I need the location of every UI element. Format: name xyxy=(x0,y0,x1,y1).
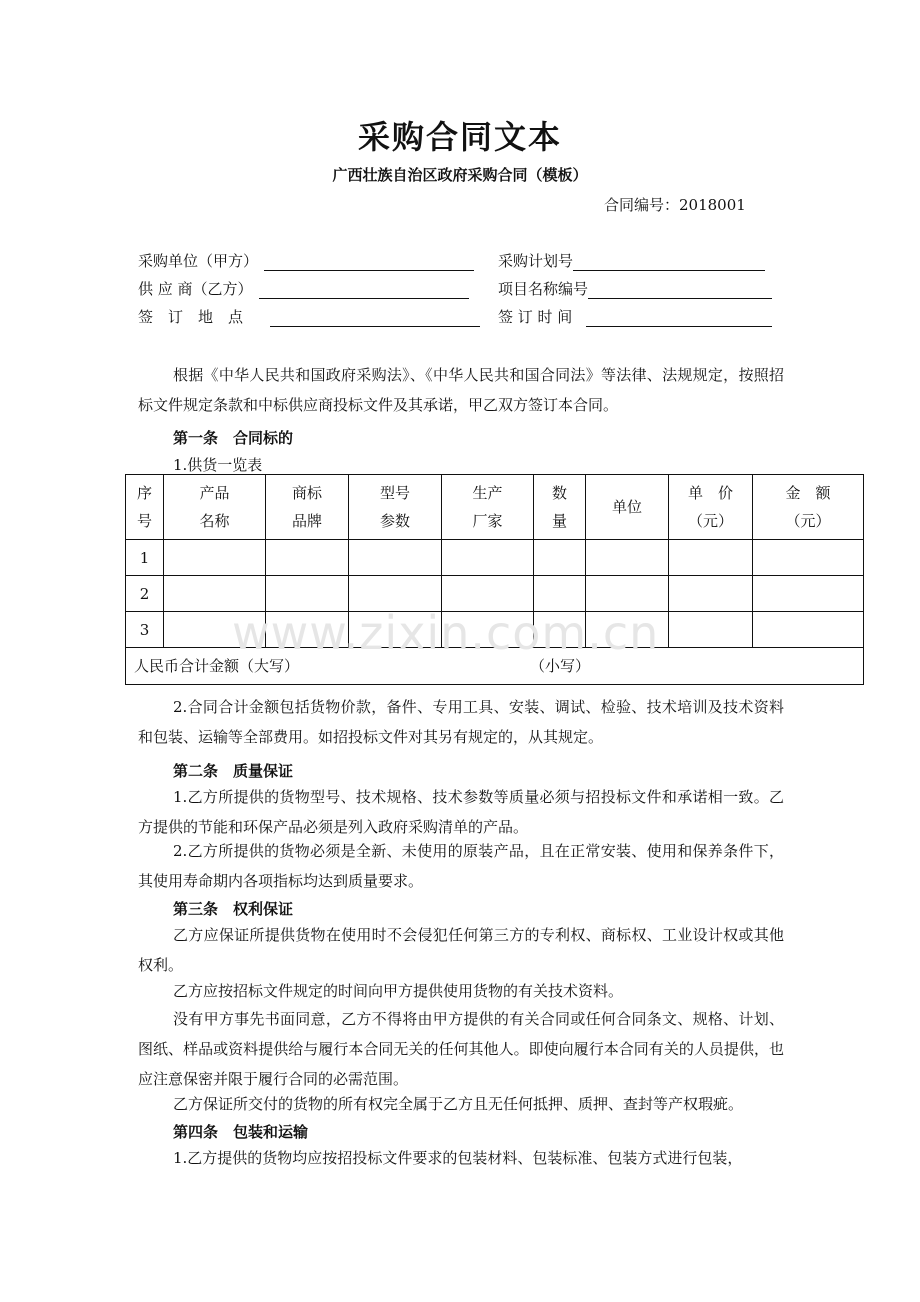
article1-item2: 2.合同合计金额包括货物价款，备件、专用工具、安装、调试、检验、技术培训及技术资料和包装、运输等全部费用。如招投标文件对其另有规定的，从其规定。 xyxy=(138,698,784,746)
article3-p3: 没有甲方事先书面同意，乙方不得将由甲方提供的有关合同或任何合同条文、规格、计划、图纸、样品或资料提供给与履行本合同无关的任何其他人。即使向履行本合同有关的人员提供，也应注意保密并限于履行合同的必需范围。 xyxy=(138,1010,784,1088)
field-plan-no-label: 采购计划号 xyxy=(498,252,574,270)
article2-p2: 2.乙方所提供的货物必须是全新、未使用的原装产品，且在正常安装、使用和保养条件下，其使用寿命期内各项指标均达到质量要求。 xyxy=(138,842,784,890)
header-cell: 型号 参数 xyxy=(349,475,442,540)
header-cell: 单位 xyxy=(586,475,669,540)
header-cell: 数 量 xyxy=(534,475,586,540)
field-supplier xyxy=(138,278,469,299)
total-cell xyxy=(126,648,864,685)
field-place-label: 签 订 地 点 xyxy=(138,308,244,326)
row-number: 2 xyxy=(126,576,164,612)
article4-heading: 第四条 包装和运输 xyxy=(173,1123,309,1141)
field-buyer-line xyxy=(264,252,474,271)
row-number: 1 xyxy=(126,540,164,576)
contract-number: 合同编号：2018001 xyxy=(604,196,746,214)
intro-paragraph: 根据《中华人民共和国政府采购法》、《中华人民共和国合同法》等法律、法规规定，按照招标文件规定条款和中标供应商投标文件及其承诺，甲乙双方签订本合同。 xyxy=(138,366,784,414)
field-project-no-line xyxy=(588,280,772,299)
field-plan-no-line xyxy=(573,252,765,271)
article4-p1: 1.乙方提供的货物均应按招投标文件要求的包装材料、包装标准、包装方式进行包装， xyxy=(173,1149,743,1167)
article3-p1: 乙方应保证所提供货物在使用时不会侵犯任何第三方的专利权、商标权、工业设计权或其他权利。 xyxy=(138,926,784,974)
article2-heading: 第二条 质量保证 xyxy=(173,762,294,780)
field-supplier-line xyxy=(259,280,469,299)
field-time xyxy=(498,306,772,327)
field-place-line xyxy=(270,308,480,327)
article3-heading: 第三条 权利保证 xyxy=(173,900,294,918)
field-time-line xyxy=(586,308,772,327)
field-place xyxy=(138,306,480,327)
total-amount-figures-label: （小写） xyxy=(530,657,591,675)
header-cell: 金 额 （元） xyxy=(753,475,864,540)
table-row xyxy=(126,540,864,576)
field-time-label: 签 订 时 间 xyxy=(498,308,573,326)
header-cell: 生产 厂家 xyxy=(442,475,534,540)
supply-table xyxy=(125,474,864,685)
table-row xyxy=(126,576,864,612)
table-total-row xyxy=(126,648,864,685)
document-subtitle: 广西壮族自治区政府采购合同（模板） xyxy=(332,166,588,184)
field-project-no xyxy=(498,278,772,299)
table-row xyxy=(126,612,864,648)
field-supplier-label: 供 应 商（乙方） xyxy=(138,280,253,298)
header-cell: 产品 名称 xyxy=(164,475,266,540)
field-project-no-label: 项目名称编号 xyxy=(498,280,589,298)
document-title: 采购合同文本 xyxy=(357,118,562,156)
header-cell: 商标 品牌 xyxy=(266,475,349,540)
total-amount-words-label: 人民币合计金额（大写） xyxy=(134,657,300,675)
field-plan-no xyxy=(498,250,765,271)
article1-item1: 1.供货一览表 xyxy=(173,456,263,474)
field-buyer-label: 采购单位（甲方） xyxy=(138,252,259,270)
article3-p2: 乙方应按招标文件规定的时间向甲方提供使用货物的有关技术资料。 xyxy=(173,982,624,1000)
watermark-text: www.zixin.com.cn xyxy=(232,606,660,660)
table-header-row xyxy=(126,475,864,540)
article1-heading: 第一条 合同标的 xyxy=(173,429,294,447)
article2-p1: 1.乙方所提供的货物型号、技术规格、技术参数等质量必须与招投标文件和承诺相一致。乙方提供的节能和环保产品必须是列入政府采购清单的产品。 xyxy=(138,788,784,836)
header-cell: 单 价 （元） xyxy=(669,475,753,540)
field-buyer xyxy=(138,250,474,271)
row-number: 3 xyxy=(126,612,164,648)
header-cell: 序 号 xyxy=(126,475,164,540)
article3-p4: 乙方保证所交付的货物的所有权完全属于乙方且无任何抵押、质押、查封等产权瑕疵。 xyxy=(173,1095,744,1113)
